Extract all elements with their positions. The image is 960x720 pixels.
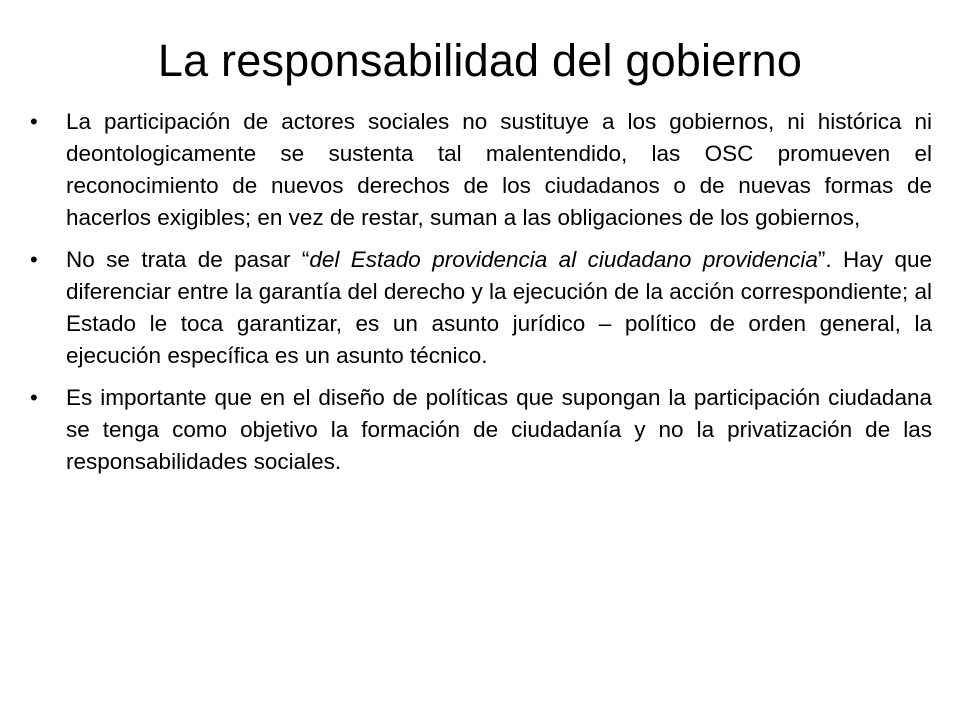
bullet-item-1 <box>28 106 932 234</box>
bullet-item-3 <box>28 382 932 478</box>
bullet-list <box>28 106 932 488</box>
bullet-icon: • <box>30 385 38 410</box>
bullet-text-2-prefix: No se trata de pasar “ <box>66 247 310 272</box>
bullet-icon: • <box>30 247 38 272</box>
bullet-text-3: Es importante que en el diseño de políticas que supongan la participación ciudadana se tenga como objetivo la formación de ciudadanía y no la privatización de las responsabilidades sociales. <box>66 385 932 474</box>
slide-title: La responsabilidad del gobierno <box>157 35 803 86</box>
bullet-icon: • <box>30 109 38 134</box>
bullet-text-2-italic-quote: del Estado providencia al ciudadano providencia <box>309 247 818 272</box>
bullet-text-1: La participación de actores sociales no sustituye a los gobiernos, ni histórica ni deontologicamente se sustenta tal malentendido, las OSC promueven el reconocimiento de nuevos derechos de los ciudadanos o de nuevas formas de hacerlos exigibles; en vez de restar, suman a las obligaciones de los gobiernos, <box>66 109 932 230</box>
bullet-text-2-suffix: ”. Hay que diferenciar entre la garantía del derecho y la ejecución de la acción correspondiente; al Estado le toca garantizar, es un asunto jurídico – político de orden general, la ejecución específica es un asunto técnico. <box>66 247 932 368</box>
bullet-item-2 <box>28 244 932 372</box>
